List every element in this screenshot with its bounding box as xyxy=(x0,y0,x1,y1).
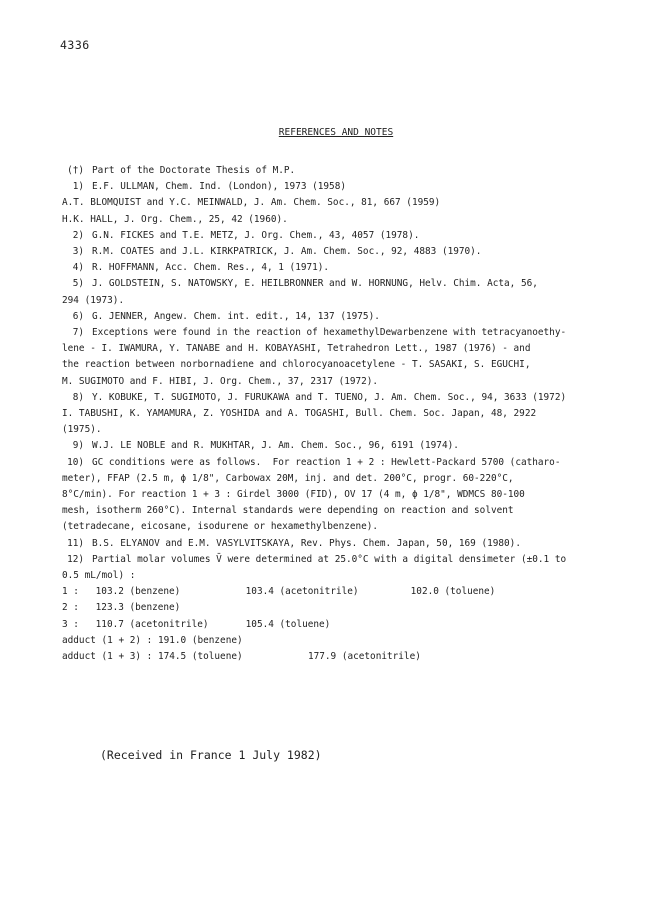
section-heading: REFERENCES AND NOTES xyxy=(278,127,394,138)
reference-line: A.T. BLOMQUIST and Y.C. MEINWALD, J. Am. Chem. Soc., 81, 667 (1959) xyxy=(62,197,441,209)
adduct-row: adduct (1 + 3) : 174.5 (toluene) 177.9 (acetonitrile) xyxy=(62,651,421,663)
reference-line: the reaction between norbornadiene and chlorocyanoacetylene - T. SASAKI, S. EGUCHI, xyxy=(62,359,531,371)
reference-item: 1) E.F. ULLMAN, Chem. Ind. (London), 1973 (1958) xyxy=(72,181,346,193)
reference-line: 0.5 mL/mol) : xyxy=(62,570,136,582)
reference-item: 2) G.N. FICKES and T.E. METZ, J. Org. Chem., 43, 4057 (1978). xyxy=(72,229,420,241)
reference-item: 12) Partial molar volumes V̄ were determined at 25.0°C with a digital densimeter (±0.1 to xyxy=(67,553,567,565)
reference-item: 6) G. JENNER, Angew. Chem. int. edit., 14, 137 (1975). xyxy=(72,310,380,322)
reference-line: I. TABUSHI, K. YAMAMURA, Z. YOSHIDA and A. TOGASHI, Bull. Chem. Soc. Japan, 48, 2922 xyxy=(62,408,537,420)
reference-item: 3) R.M. COATES and J.L. KIRKPATRICK, J. Am. Chem. Soc., 92, 4883 (1970). xyxy=(72,246,482,258)
references-list xyxy=(62,163,642,665)
reference-line: lene - I. IWAMURA, Y. TANABE and H. KOBAYASHI, Tetrahedron Lett., 1987 (1976) - and xyxy=(62,343,531,355)
reference-item: 9) W.J. LE NOBLE and R. MUKHTAR, J. Am. Chem. Soc., 96, 6191 (1974). xyxy=(72,440,459,452)
reference-item: 8) Y. KOBUKE, T. SUGIMOTO, J. FURUKAWA and T. TUENO, J. Am. Chem. Soc., 94, 3633 (1972) xyxy=(72,391,567,403)
reference-item: 11) B.S. ELYANOV and E.M. VASYLVITSKAYA, Rev. Phys. Chem. Japan, 50, 169 (1980). xyxy=(67,537,521,549)
reference-line: M. SUGIMOTO and F. HIBI, J. Org. Chem., 37, 2317 (1972). xyxy=(62,375,379,387)
reference-item: 5) J. GOLDSTEIN, S. NATOWSKY, E. HEILBRONNER and W. HORNUNG, Helv. Chim. Acta, 56, xyxy=(72,278,538,290)
reference-line: (tetradecane, eicosane, isodurene or hexamethylbenzene). xyxy=(62,521,379,533)
reference-line: meter), FFAP (2.5 m, ϕ 1/8", Carbowax 20M, inj. and det. 200°C, progr. 60-220°C, xyxy=(62,472,514,484)
volume-row: 2 : 123.3 (benzene) xyxy=(62,602,181,614)
volume-row: 3 : 110.7 (acetonitrile) 105.4 (toluene) xyxy=(62,618,331,630)
reference-line: 294 (1973). xyxy=(62,294,125,306)
reference-item: 10) GC conditions were as follows. For reaction 1 + 2 : Hewlett-Packard 5700 (catharo- xyxy=(67,456,561,468)
reference-line: mesh, isotherm 260°C). Internal standards were depending on reaction and solvent xyxy=(62,505,514,517)
reference-item: 7) Exceptions were found in the reaction of hexamethylDewarbenzene with tetracyanoethy- xyxy=(72,327,567,339)
reference-item: 4) R. HOFFMANN, Acc. Chem. Res., 4, 1 (1971). xyxy=(72,262,330,274)
adduct-row: adduct (1 + 2) : 191.0 (benzene) xyxy=(62,634,243,646)
volume-row: 1 : 103.2 (benzene) 103.4 (acetonitrile) 102.0 (toluene) xyxy=(62,586,496,598)
page-number: 4336 xyxy=(60,38,90,52)
reference-item: (†) Part of the Doctorate Thesis of M.P. xyxy=(67,165,296,176)
reference-line: (1975). xyxy=(62,424,102,436)
reference-line: 8°C/min). For reaction 1 + 3 : Girdel 3000 (FID), OV 17 (4 m, ϕ 1/8", WDMCS 80-100 xyxy=(62,489,525,501)
reference-line: H.K. HALL, J. Org. Chem., 25, 42 (1960). xyxy=(62,213,288,225)
received-date: (Received in France 1 July 1982) xyxy=(100,748,322,762)
